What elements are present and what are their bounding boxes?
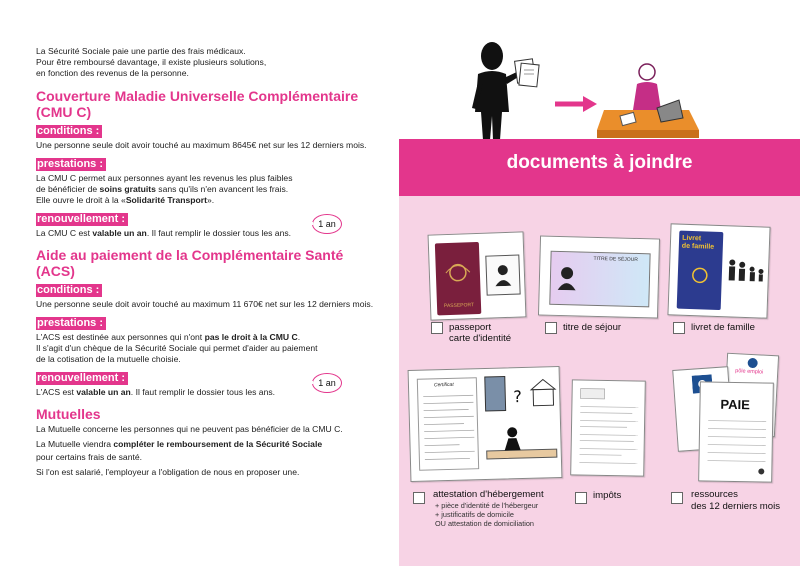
cmuc-prestations-line <box>36 184 386 195</box>
cmuc-renouvellement-label: renouvellement : <box>36 213 128 226</box>
one-year-badge: 1 an <box>312 214 342 234</box>
housing-scene-icon <box>481 371 562 473</box>
livret-label: livret de famille <box>691 322 755 333</box>
mutuelles-line: La Mutuelle concerne les personnes qui ne peuvent pas bénéficier de la CMU C. <box>36 424 343 434</box>
bold-span: valable un an <box>92 228 147 238</box>
text-span: La CMU C est <box>36 228 93 238</box>
mutuelles-line: Si l'on est salarié, l'employeur a l'obligation de nous en proposer une. <box>36 467 300 477</box>
mutuelles-line <box>36 439 386 450</box>
text-span: La Mutuelle viendra <box>36 439 114 449</box>
bold-span: Solidarité Transport <box>125 195 207 205</box>
bold-span: pas le droit à la CMU C <box>204 332 298 342</box>
text-span: L'ACS est destinée aux personnes qui n'ont <box>36 332 205 342</box>
documents-title: documents à joindre <box>506 152 693 173</box>
left-column <box>36 46 386 480</box>
acs-title: Aide au paiement de la Complémentaire Santé (ACS) <box>36 247 344 279</box>
mutuelles-title: Mutuelles <box>36 406 101 422</box>
person-silhouette-icon <box>472 42 523 140</box>
id-card <box>485 255 520 296</box>
portrait-icon <box>556 264 579 291</box>
form-lines-icon <box>418 390 480 472</box>
tax-form-icon <box>571 380 647 477</box>
family-icon <box>723 256 768 298</box>
ressources-label: ressources <box>691 489 738 500</box>
titre-sejour-label: titre de séjour <box>563 322 622 333</box>
cmuc-title: Couverture Maladie Universelle Complémentaire (CMU C) <box>36 88 359 120</box>
acs-conditions-label: conditions : <box>36 284 102 297</box>
impots-label: impôts <box>593 490 622 501</box>
cmuc-conditions-text: Une personne seule doit avoir touché au maximum 8645€ net sur les 12 derniers mois. <box>36 140 367 150</box>
svg-text:?: ? <box>513 387 523 407</box>
intro-paragraph <box>36 46 386 79</box>
text-span: . Il faut remplir le dossier tous les ans. <box>130 387 276 397</box>
livret-card <box>667 223 770 318</box>
acs-prestations-text <box>36 332 386 365</box>
livret-cover-text <box>682 235 715 252</box>
text-span: Elle ouvre le droit à la « <box>36 195 126 205</box>
ressources-checkbox[interactable] <box>671 492 683 504</box>
titre-sejour-card <box>538 235 660 318</box>
text-span: ». <box>207 195 215 205</box>
attestation-checkbox[interactable] <box>413 492 425 504</box>
attestation-card <box>408 366 563 482</box>
impots-checkbox[interactable] <box>575 492 587 504</box>
passport-cover-text: PASSEPORT <box>443 302 475 310</box>
certificate-heading: Certificat <box>433 381 454 389</box>
cmuc-prestations-line <box>36 195 386 206</box>
portrait-icon <box>493 262 514 287</box>
documents-icon <box>515 59 540 87</box>
text-span: . <box>297 332 301 342</box>
text-span: de bénéficier de <box>36 184 100 194</box>
intro-line: La Sécurité Sociale paie une partie des frais médicaux. <box>36 46 246 56</box>
one-year-badge: 1 an <box>312 373 342 393</box>
bold-span: soins gratuits <box>99 184 156 194</box>
cmuc-prestations-text <box>36 173 386 206</box>
attestation-sub: + justificatifs de domicile <box>435 510 514 519</box>
cmuc-prestations-label: prestations : <box>36 158 106 171</box>
acs-prestations-line: de la cotisation de la mutuelle choisie. <box>36 354 181 364</box>
emblem-icon <box>435 254 480 296</box>
acs-renouvellement <box>36 367 386 398</box>
attestation-sub: OU attestation de domiciliation <box>435 519 534 528</box>
pole-emploi-icon <box>741 356 764 369</box>
payslip-title: PAIE <box>720 396 750 413</box>
desk-scene-icon <box>597 64 699 138</box>
titre-sejour-checkbox[interactable] <box>545 322 557 334</box>
payslip-document <box>698 381 774 482</box>
ressources-label: des 12 derniers mois <box>691 501 781 512</box>
cmuc-prestations-line: La CMU C permet aux personnes ayant les revenus les plus faibles <box>36 173 293 183</box>
intro-line: Pour être remboursé davantage, il existe plusieurs solutions, <box>36 57 267 67</box>
pole-emploi-logo: pôle emploi <box>735 368 764 376</box>
livret-cover-line: Livret <box>682 234 702 243</box>
right-column <box>399 0 800 566</box>
passport-card <box>428 231 527 320</box>
residence-permit <box>549 251 650 308</box>
acs-conditions-text: Une personne seule doit avoir touché au maximum 11 670€ net sur les 12 derniers mois. <box>36 299 374 309</box>
acs-prestations-label: prestations : <box>36 317 106 330</box>
handover-illustration <box>399 0 800 140</box>
impots-card <box>570 379 646 476</box>
cmuc-renouvellement <box>36 208 386 239</box>
attestation-sub: + pièce d'identité de l'hébergeur <box>435 501 539 510</box>
text-span: . Il faut remplir le dossier tous les ans. <box>146 228 292 238</box>
residence-permit-text: TITRE DE SÉJOUR <box>593 255 638 264</box>
payslip-lines-icon <box>699 414 774 485</box>
acs-prestations-line: Il s'agit d'un chèque de la Sécurité Sociale qui permet d'aider au paiement <box>36 343 318 353</box>
acs-renouvellement-label: renouvellement : <box>36 372 128 385</box>
text-span: L'ACS est <box>36 387 77 397</box>
bold-span: valable un an <box>76 387 131 397</box>
livret-cover-line: de famille <box>681 242 715 251</box>
intro-line: en fonction des revenus de la personne. <box>36 68 189 78</box>
passport-cover <box>435 242 481 315</box>
certificate-document <box>417 377 479 471</box>
livret-checkbox[interactable] <box>673 322 685 334</box>
livret-cover <box>677 231 724 310</box>
attestation-label: attestation d'hébergement <box>433 489 544 500</box>
passport-checkbox[interactable] <box>431 322 443 334</box>
bold-span: compléter le remboursement de la Sécurité Sociale <box>113 439 323 449</box>
acs-prestations-line <box>36 332 386 343</box>
passport-label: passeport <box>449 322 492 333</box>
mutuelles-line: pour certains frais de santé. <box>36 452 143 462</box>
emblem-icon <box>677 261 722 293</box>
arrow-right-icon <box>555 96 597 112</box>
text-span: sans qu'ils n'en avancent les frais. <box>155 184 289 194</box>
cmuc-conditions-label: conditions : <box>36 125 102 138</box>
id-card-label: carte d'identité <box>449 333 512 344</box>
